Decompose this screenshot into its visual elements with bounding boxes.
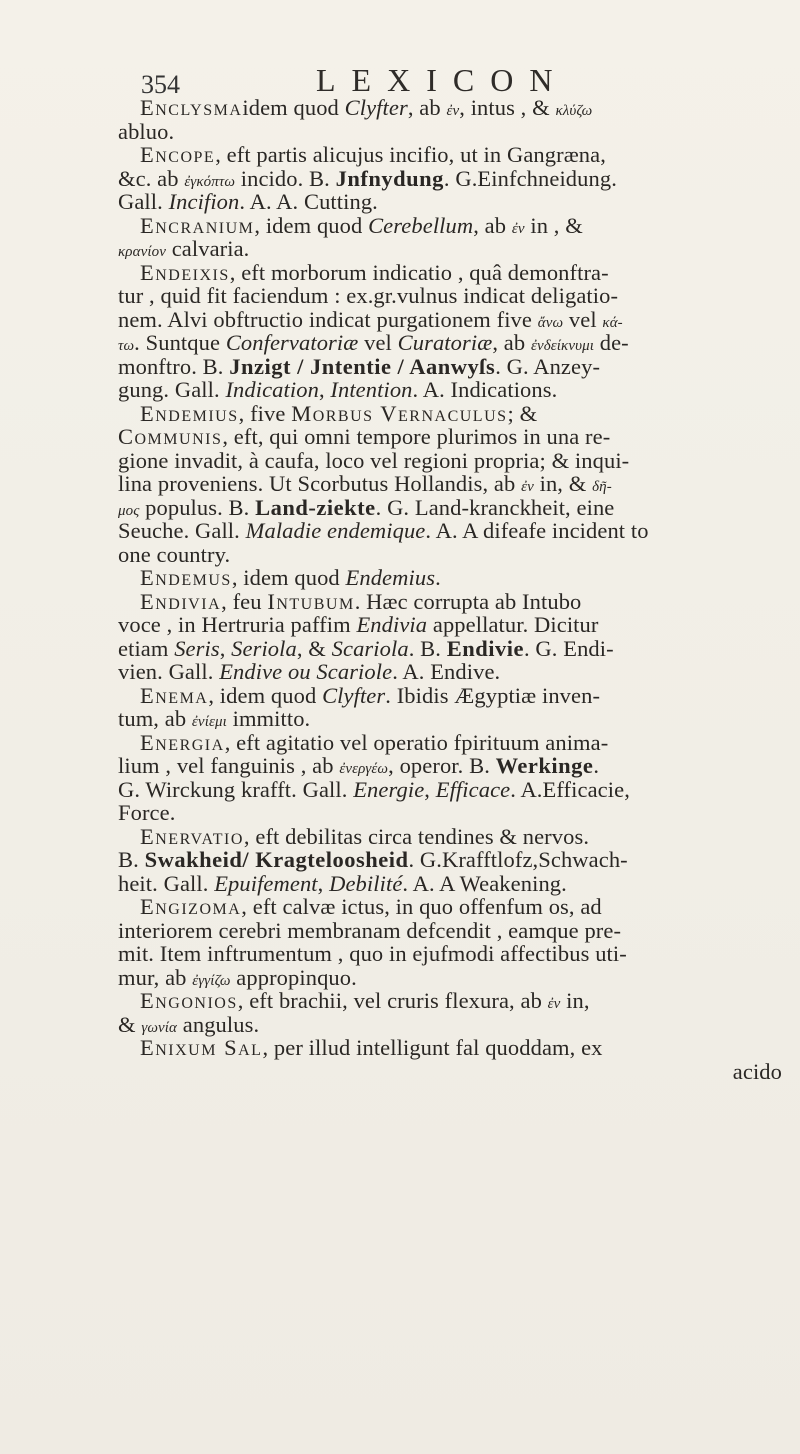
italic-term: Incifion xyxy=(168,189,240,214)
text-segment: angulus. xyxy=(177,1011,260,1037)
text-line xyxy=(118,237,784,261)
greek-word: ἐν xyxy=(521,479,534,495)
headword: Endeixis xyxy=(140,259,230,285)
text-line xyxy=(118,214,784,238)
text-segment: Seuche. Gall. xyxy=(118,518,246,543)
blackletter-term: Swakheid/ Kragteloosheid xyxy=(144,847,409,872)
text-segment: tum, ab xyxy=(118,706,192,731)
text-segment: vel xyxy=(563,306,603,332)
text-segment: in, xyxy=(560,988,590,1013)
blackletter-term: Jnfnydung xyxy=(335,165,444,191)
text-segment: abluo. xyxy=(118,118,175,144)
blackletter-term: Land-ziekte xyxy=(255,494,376,520)
text-line xyxy=(118,684,784,708)
text-segment: de- xyxy=(594,330,629,355)
headword: Enervatio xyxy=(140,823,244,849)
headword: Energia xyxy=(140,729,225,755)
text-segment: &c. ab xyxy=(118,165,185,191)
text-line xyxy=(118,1013,784,1037)
text-segment: . xyxy=(593,753,600,778)
text-segment: in , & xyxy=(524,212,583,238)
greek-word: ἐν xyxy=(446,103,460,119)
text-segment: , eft brachii, vel cruris flexura, ab xyxy=(237,988,548,1013)
text-segment: idem quod xyxy=(242,95,345,120)
italic-term: Efficace xyxy=(435,776,511,802)
text-segment: & xyxy=(118,1011,142,1037)
text-segment: . xyxy=(435,565,441,590)
text-line xyxy=(118,707,784,731)
text-line xyxy=(118,872,784,896)
text-segment: vel xyxy=(358,330,398,355)
text-segment: , per illud intelligunt fal quoddam, ex xyxy=(262,1035,603,1060)
text-line xyxy=(118,308,784,332)
text-segment: , idem quod xyxy=(231,565,346,590)
text-segment: . A. A difeafe incident to xyxy=(425,518,649,543)
italic-term: Confervatoriæ xyxy=(225,330,359,355)
greek-word: κά- xyxy=(602,314,623,331)
blackletter-term: Endivie xyxy=(446,635,524,661)
text-segment: . A. Endive. xyxy=(392,659,501,684)
text-segment: . A. A Weakening. xyxy=(402,870,567,896)
blackletter-term: Jnzigt / Jntentie / Aanwyſs xyxy=(229,353,496,379)
text-segment: . A. Indications. xyxy=(412,377,558,402)
italic-term: Clyfter xyxy=(322,682,386,708)
text-line xyxy=(118,472,784,496)
headword: Enixum Sal xyxy=(140,1035,263,1060)
greek-word: κρανίον xyxy=(118,244,166,260)
blackletter-term: Werkinge xyxy=(495,753,594,778)
text-segment: heit. Gall. xyxy=(118,870,215,896)
greek-word: κλύζω xyxy=(555,103,593,119)
italic-term: Indication xyxy=(225,377,319,402)
italic-term: Seriola xyxy=(231,635,297,661)
greek-word: ἄνω xyxy=(537,314,564,331)
text-segment: interiorem cerebri membranam defcendit , eamque pre- xyxy=(118,917,622,943)
text-segment: acido xyxy=(732,1058,782,1084)
text-line xyxy=(118,355,784,379)
text-line xyxy=(118,284,784,308)
text-segment: . G.Einfchneidung. xyxy=(443,165,617,191)
text-segment: . Ibidis Ægyptiæ inven- xyxy=(385,682,601,708)
text-line xyxy=(118,590,784,614)
headword: Endemus xyxy=(140,565,232,590)
text-segment: . Suntque xyxy=(134,330,226,355)
text-segment: , eft calvæ ictus, in quo offenfum os, ad xyxy=(241,894,602,919)
greek-word: μος xyxy=(118,502,140,519)
greek-word: ἐγκόπτω xyxy=(184,173,236,190)
text-segment: , xyxy=(317,870,330,896)
text-line xyxy=(118,660,784,684)
italic-term: Energie xyxy=(353,776,425,802)
italic-term: Endemius xyxy=(345,565,436,590)
headword: Engonios xyxy=(140,988,238,1013)
text-segment: populus. B. xyxy=(139,494,256,520)
italic-term: Maladie endemique xyxy=(245,518,426,543)
text-segment: . G. Anzey- xyxy=(495,353,601,379)
text-segment: , eft partis alicujus incifio, ut in Gangræna, xyxy=(215,142,606,167)
text-segment: lium , vel fanguinis , ab xyxy=(118,753,340,778)
text-line xyxy=(118,425,784,449)
text-segment: immitto. xyxy=(226,706,311,731)
text-segment: , ab xyxy=(492,330,531,355)
text-line xyxy=(118,825,784,849)
text-line xyxy=(118,731,784,755)
text-line xyxy=(118,143,784,167)
text-segment: , xyxy=(424,776,436,802)
text-segment: , eft morborum indicatio , quâ demonftra- xyxy=(229,259,609,285)
greek-word: τω xyxy=(118,338,135,354)
text-segment: incido. B. xyxy=(235,165,336,191)
text-line xyxy=(118,378,784,402)
page-number: 354 xyxy=(141,70,180,99)
italic-term: Cerebellum xyxy=(368,212,474,238)
text-segment: in, & xyxy=(533,471,593,496)
greek-word: ἐνίεμι xyxy=(191,714,227,730)
dictionary-text xyxy=(118,96,784,1083)
greek-word: ἐνεργέω xyxy=(339,761,389,777)
text-segment: , & xyxy=(296,635,332,661)
text-segment: mur, ab xyxy=(118,964,193,990)
greek-word: ἐν xyxy=(511,220,525,237)
text-segment: . B. xyxy=(408,635,447,661)
italic-term: Seris xyxy=(174,635,220,661)
headword: Encranium xyxy=(140,212,255,238)
text-segment: etiam xyxy=(118,635,175,661)
greek-word: ἐγγίζω xyxy=(192,972,231,989)
text-segment: . A. A. Cutting. xyxy=(239,189,378,214)
text-segment: . Hæc corrupta ab Intubo xyxy=(354,588,582,614)
text-segment: . G. Endi- xyxy=(523,635,614,661)
headword: Communis xyxy=(118,424,223,449)
text-segment: nem. Alvi obftructio indicat purgationem five xyxy=(118,306,538,332)
text-line xyxy=(118,566,784,590)
text-segment: , feu xyxy=(221,588,268,614)
headword: Morbus Vernaculus xyxy=(291,400,508,426)
text-segment: Force. xyxy=(118,800,176,825)
text-line xyxy=(118,261,784,285)
headword: Endivia xyxy=(140,588,222,614)
text-line xyxy=(118,120,784,144)
text-segment: gione invadit, à caufa, loco vel regioni propria; & inqui- xyxy=(118,447,630,473)
headword: Enclysma xyxy=(140,95,243,120)
text-line xyxy=(118,449,784,473)
text-segment: , xyxy=(318,377,331,402)
text-line xyxy=(118,989,784,1013)
text-line xyxy=(118,543,784,567)
text-segment: , idem quod xyxy=(208,682,323,708)
italic-term: Endive ou Scariole xyxy=(219,659,393,684)
greek-word: ἐνδείκνυμι xyxy=(530,338,594,354)
text-segment: . A.Efficacie, xyxy=(510,776,630,802)
text-segment: . G.Krafftlofz,Schwach- xyxy=(408,847,628,872)
text-segment: , intus , & xyxy=(459,95,556,120)
text-line xyxy=(118,966,784,990)
text-line xyxy=(118,1060,784,1084)
headword: Endemius xyxy=(140,400,239,426)
text-segment: . G. Land-kranckheit, eine xyxy=(375,494,615,520)
text-segment: , idem quod xyxy=(254,212,369,238)
text-line xyxy=(118,754,784,778)
text-line xyxy=(118,942,784,966)
text-segment: , eft agitatio vel operatio fpirituum anima- xyxy=(224,729,609,755)
text-line xyxy=(118,167,784,191)
text-segment: monftro. B. xyxy=(118,353,230,379)
greek-word: δῆ- xyxy=(592,479,612,495)
text-segment: lina proveniens. Ut Scorbutus Hollandis, ab xyxy=(118,471,522,496)
italic-term: Scariola xyxy=(331,635,409,661)
italic-term: Endivia xyxy=(356,612,428,637)
text-segment: gung. Gall. xyxy=(118,377,226,402)
headword: Encope xyxy=(140,142,216,167)
text-line xyxy=(118,848,784,872)
headword: Intubum xyxy=(267,588,355,614)
greek-word: γωνία xyxy=(141,1019,178,1036)
text-segment: mit. Item inftrumentum , quo in ejufmodi affectibus uti- xyxy=(118,941,627,966)
text-segment: ; & xyxy=(507,400,538,426)
greek-word: ἐν xyxy=(547,996,561,1012)
text-segment: , eft, qui omni tempore plurimos in una re- xyxy=(222,424,611,449)
italic-term: Intention xyxy=(330,377,413,402)
text-segment: , eft debilitas circa tendines & nervos. xyxy=(243,823,590,849)
text-line xyxy=(118,331,784,355)
headword: Engizoma xyxy=(140,894,242,919)
text-line xyxy=(118,801,784,825)
text-line xyxy=(118,496,784,520)
text-segment: , operor. B. xyxy=(388,753,496,778)
text-line xyxy=(118,613,784,637)
text-segment: , ab xyxy=(407,95,447,120)
text-line xyxy=(118,190,784,214)
text-line xyxy=(118,1036,784,1060)
text-segment: tur , quid fit faciendum : ex.gr.vulnus indicat deligatio- xyxy=(118,283,619,308)
text-segment: calvaria. xyxy=(165,236,250,261)
running-head: LEXICON xyxy=(316,62,569,98)
text-segment: voce , in Hertruria paffim xyxy=(118,612,357,637)
text-segment: appropinquo. xyxy=(230,964,357,990)
italic-term: Clyfter xyxy=(344,95,408,120)
text-segment: vien. Gall. xyxy=(118,659,220,684)
text-line xyxy=(118,519,784,543)
text-segment: , xyxy=(219,635,232,661)
text-segment: B. xyxy=(118,847,145,872)
text-line xyxy=(118,919,784,943)
text-segment: appellatur. Dicitur xyxy=(427,612,599,637)
italic-term: Curatoriæ xyxy=(397,330,493,355)
italic-term: Debilité xyxy=(329,870,403,896)
text-line xyxy=(118,778,784,802)
text-segment: G. Wirckung krafft. Gall. xyxy=(118,776,354,802)
text-line xyxy=(118,895,784,919)
headword: Enema xyxy=(140,682,209,708)
text-line xyxy=(118,96,784,120)
text-segment: one country. xyxy=(118,541,231,567)
text-segment: , five xyxy=(238,400,292,426)
text-segment: Gall. xyxy=(118,189,169,214)
italic-term: Epuifement xyxy=(214,870,318,896)
text-line xyxy=(118,637,784,661)
text-line xyxy=(118,402,784,426)
text-segment: , ab xyxy=(473,212,512,238)
